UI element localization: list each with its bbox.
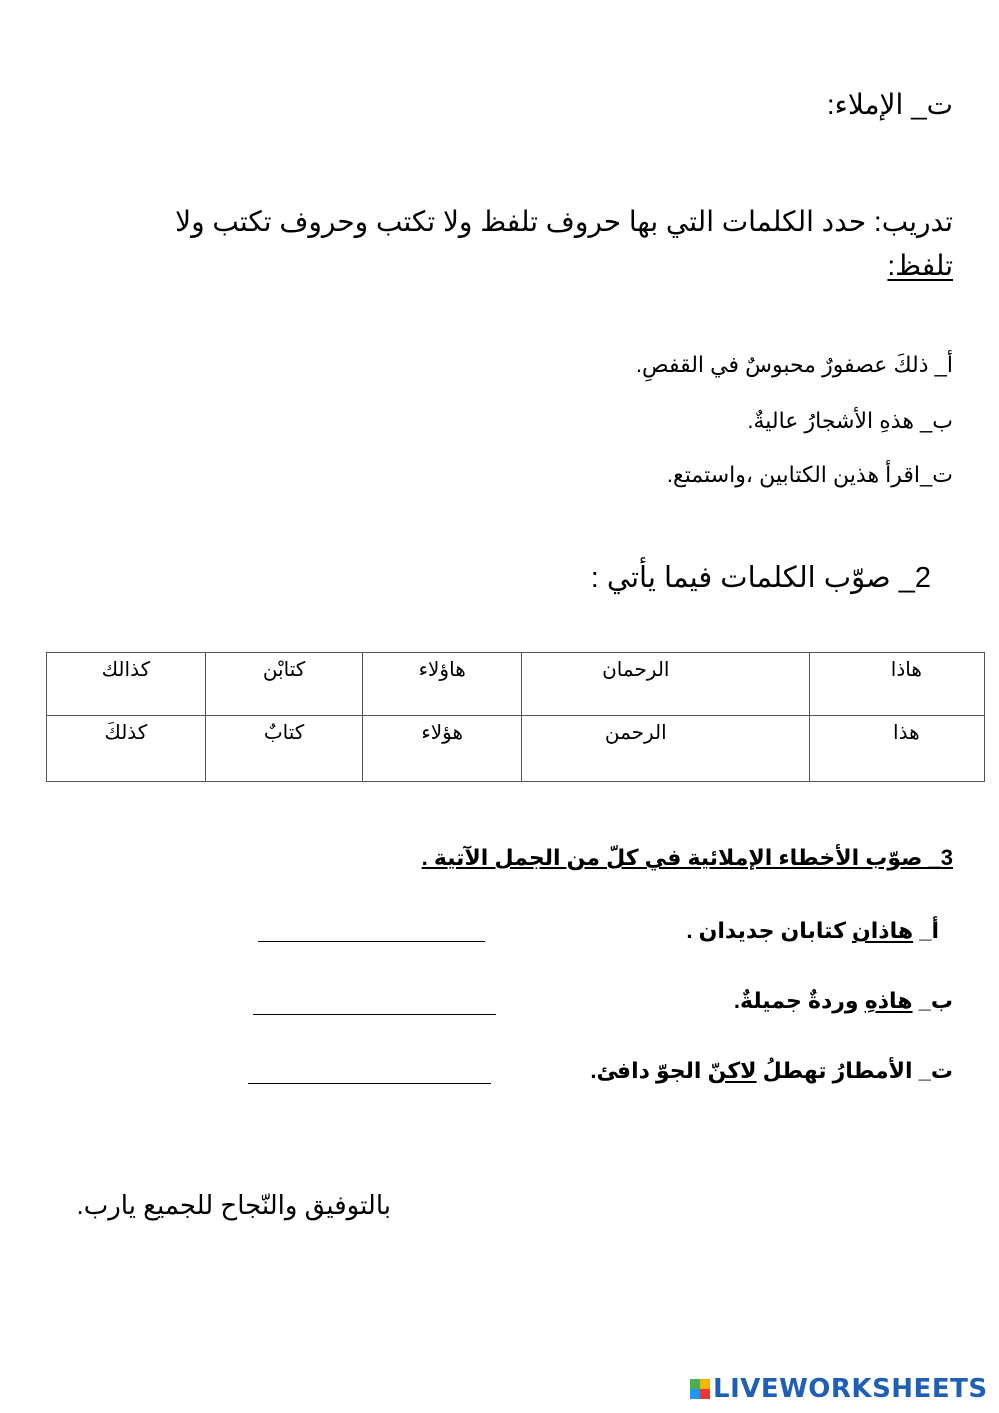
liveworksheets-logo: [690, 1375, 988, 1403]
logo-grid-icon: [690, 1379, 710, 1399]
table-cell: هاؤلاء: [363, 653, 521, 716]
training-line-1: تدريب: حدد الكلمات التي بها حروف تلفظ ولا تكتب وحروف تكتب ولا: [175, 206, 953, 237]
exercise-prefix: ت_ الأمطارُ تهطلُ: [756, 1058, 953, 1083]
training-line-2: تلفظ:: [887, 250, 953, 281]
closing-wish: بالتوفيق والنّجاح للجميع يارب.: [76, 1190, 391, 1220]
table-cell: كذالك: [47, 653, 206, 716]
words-table: [46, 652, 985, 782]
table-cell: الرحمان: [521, 653, 809, 716]
logo-square: [690, 1379, 700, 1389]
exercise-rest: وردةٌ جميلةٌ.: [733, 988, 865, 1013]
exercise-b: [734, 988, 953, 1014]
sentence-a: أ_ ذلكَ عصفورٌ محبوسٌ في القفصِ.: [635, 352, 953, 377]
table-cell: كتابْن: [205, 653, 363, 716]
table-cell: هذا: [809, 716, 984, 782]
exercise-rest: الجوّ دافئ.: [590, 1058, 708, 1083]
answer-blank-b[interactable]: [253, 1014, 496, 1015]
exercise-c: [590, 1058, 953, 1084]
exercise-error-word: لاكنّ: [707, 1058, 757, 1083]
table-row-wrong: [47, 653, 985, 716]
sentence-b: ب_ هذهِ الأشجارُ عاليةٌ.: [747, 408, 953, 433]
answer-blank-c[interactable]: [248, 1083, 491, 1084]
section-title: ت_ الإملاء:: [826, 89, 953, 120]
answer-blank-a[interactable]: [258, 941, 485, 942]
training-instruction: [123, 200, 953, 288]
exercise-prefix: أ_: [913, 918, 939, 943]
exercise-a: [686, 918, 939, 944]
exercise-rest: كتابان جديدان .: [686, 918, 852, 943]
logo-text: LIVEWORKSHEETS: [713, 1374, 988, 1404]
table-cell: كذلكَ: [47, 716, 206, 782]
logo-square: [690, 1389, 700, 1399]
logo-square: [700, 1389, 710, 1399]
table-cell: هؤلاء: [363, 716, 521, 782]
exercise-error-word: هاذهِ: [864, 988, 913, 1013]
sentence-c: ت_اقرأ هذين الكتابين ،واستمتع.: [666, 462, 953, 487]
logo-square: [700, 1379, 710, 1389]
question-2-title: 2_ صوّب الكلمات فيما يأتي :: [590, 562, 931, 594]
exercise-prefix: ب_: [912, 988, 953, 1013]
table-cell: هاذا: [809, 653, 984, 716]
table-row-correct: [47, 716, 985, 782]
table-cell: الرحمن: [521, 716, 809, 782]
question-3-title: 3_ صوّب الأخطاء الإملائية في كلّ من الجمل الآتية .: [421, 845, 953, 870]
exercise-error-word: هاذان: [851, 918, 914, 943]
table-cell: كتابٌ: [205, 716, 363, 782]
